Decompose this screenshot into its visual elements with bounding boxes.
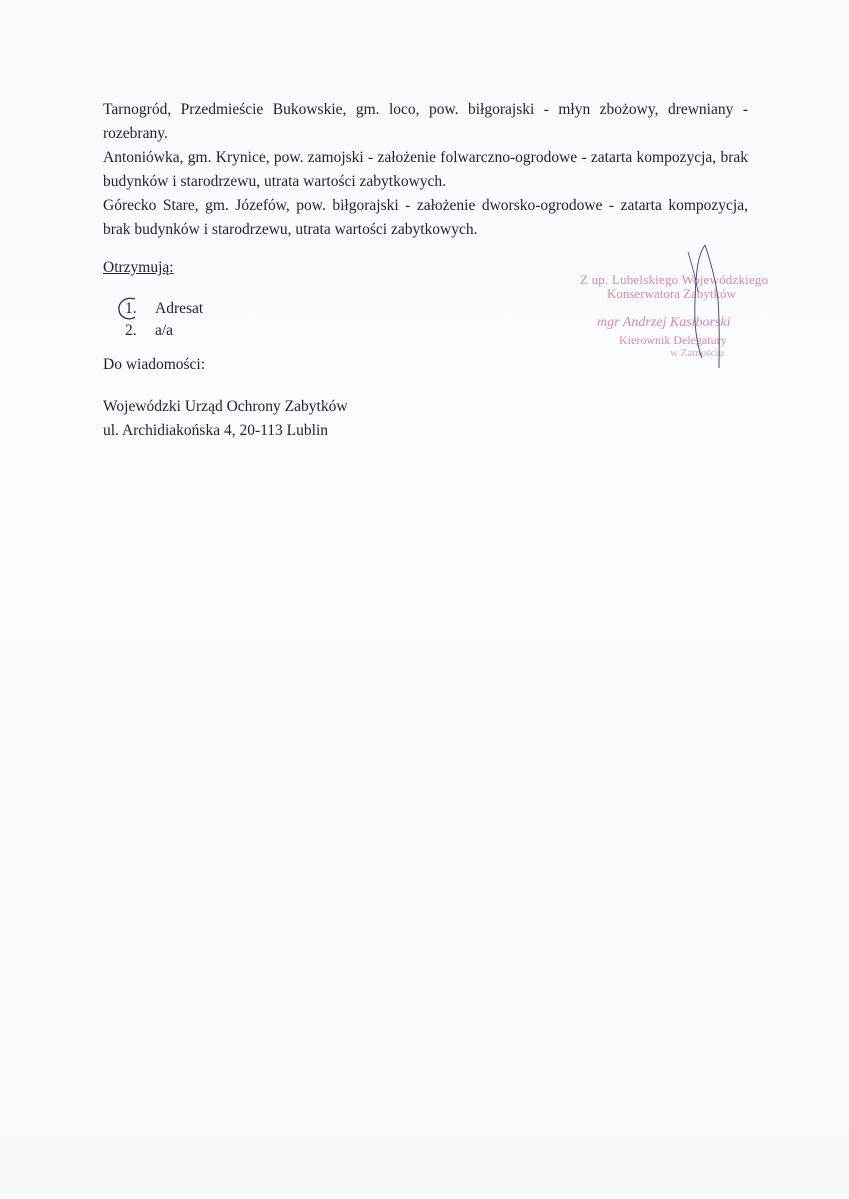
recipient-number: 1.: [125, 300, 137, 317]
entries-list: [103, 98, 748, 242]
recipients-list: [125, 298, 203, 342]
info-heading: Do wiadomości:: [103, 356, 206, 373]
address-block: [103, 395, 348, 443]
recipient-item: [125, 320, 203, 342]
entry-antoniowka: [103, 146, 748, 194]
entry-tarnogrod: [103, 98, 748, 146]
recipient-label: Adresat: [155, 300, 204, 317]
official-stamp: [570, 240, 790, 370]
entry-text: Tarnogród, Przedmieście Bukowskie, gm. loco, pow. biłgorajski - młyn zbożowy, drewniany - rozebrany.: [103, 101, 748, 142]
recipient-number: 2.: [125, 322, 137, 339]
address-line: Wojewódzki Urząd Ochrony Zabytków: [103, 398, 348, 415]
stamp-line: w Zamościu: [670, 347, 725, 359]
handwritten-signature: [570, 240, 790, 370]
entry-text: Antoniówka, gm. Krynice, pow. zamojski - założenie folwarczno-ogrodowe - zatarta kompozycja, brak budynków i starodrzewu, utrata wartości zabytkowych.: [103, 149, 748, 190]
recipient-item: [125, 298, 203, 320]
entry-gorecko-stare: [103, 194, 748, 242]
entry-text: Górecko Stare, gm. Józefów, pow. biłgorajski - założenie dworsko-ogrodowe - zatarta kompozycja, brak budynków i starodrzewu, utrata wartości zabytkowych.: [103, 197, 748, 238]
address-line: ul. Archidiakońska 4, 20-113 Lublin: [103, 422, 329, 439]
stamp-line: Z up. Lubelskiego Wojewódzkiego: [580, 272, 769, 287]
recipient-label: a/a: [155, 322, 174, 339]
stamp-line: Konserwatora Zabytków: [607, 286, 736, 301]
recipients-heading: Otrzymują:: [103, 259, 174, 276]
stamp-line: Kierownik Delegatury: [619, 333, 727, 347]
stamp-line: mgr Andrzej Kasiborski: [597, 315, 731, 330]
